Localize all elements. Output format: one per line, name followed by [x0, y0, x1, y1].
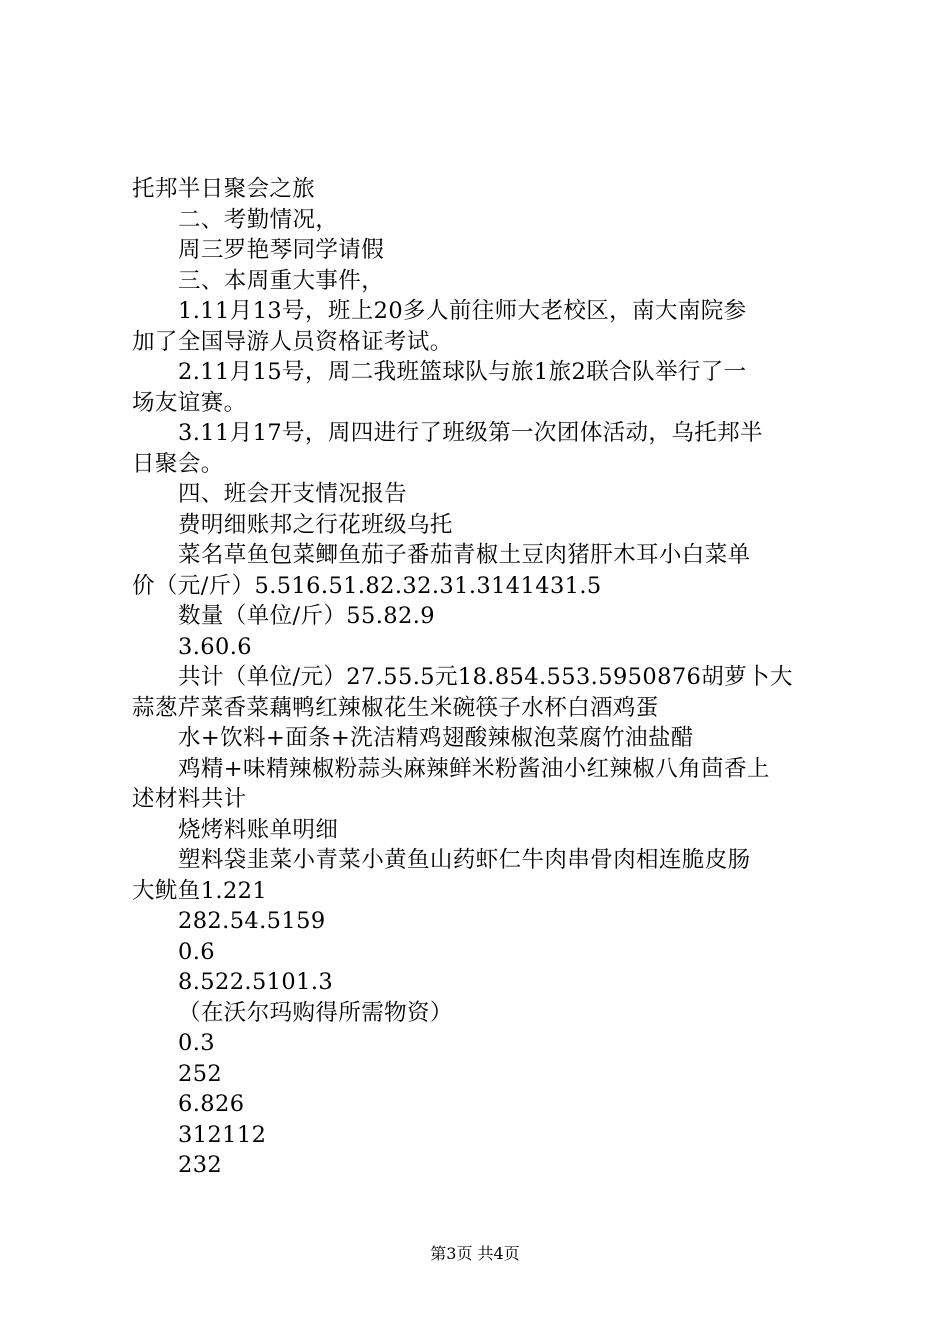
- text-line: 托邦半日聚会之旅: [132, 176, 316, 202]
- text-line: 282.54.5159: [178, 908, 326, 934]
- text-line: 日聚会。: [132, 450, 224, 477]
- text-line: 场友谊赛。: [132, 389, 247, 416]
- text-line: 烧烤料账单明细: [178, 816, 339, 843]
- text-line: 价（元/斤）5.516.51.82.32.31.3141431.5: [132, 572, 602, 599]
- page-footer: 第3页 共4页: [430, 1244, 520, 1263]
- document-body: [132, 174, 832, 1181]
- text-line: 1.11月13号，班上20多人前往师大老校区，南大南院参: [178, 298, 747, 324]
- text-line: 述材料共计: [132, 786, 247, 812]
- text-line: 2.11月15号，周二我班篮球队与旅1旅2联合队举行了一: [178, 359, 747, 385]
- text-line: 0.3: [178, 1030, 215, 1056]
- text-line: 四、班会开支情况报告: [178, 481, 408, 507]
- text-line: 鸡精+味精辣椒粉蒜头麻辣鲜米粉酱油小红辣椒八角茴香上: [178, 755, 770, 782]
- text-line: 周三罗艳琴同学请假: [178, 237, 385, 263]
- text-line: 0.6: [178, 938, 215, 965]
- text-line: 菜名草鱼包菜鲫鱼茄子番茄青椒土豆肉猪肝木耳小白菜单: [178, 542, 751, 568]
- text-line: 6.826: [178, 1091, 245, 1117]
- text-line: 252: [178, 1060, 223, 1087]
- text-line: 水+饮料+面条+洗洁精鸡翅酸辣椒泡菜腐竹油盐醋: [178, 725, 694, 751]
- text-line: 大鱿鱼1.221: [132, 877, 268, 904]
- text-line: 费明细账邦之行花班级乌托: [178, 511, 453, 538]
- text-line: 塑料袋韭菜小青菜小黄鱼山药虾仁牛肉串骨肉相连脆皮肠: [178, 847, 751, 873]
- text-line: 3.11月17号，周四进行了班级第一次团体活动，乌托邦半: [178, 420, 763, 446]
- text-line: 312112: [178, 1121, 267, 1148]
- text-line: 蒜葱芹菜香菜藕鸭红辣椒花生米碗筷子水杯白酒鸡蛋: [132, 694, 659, 721]
- text-line: 232: [178, 1152, 223, 1178]
- text-line: 3.60.6: [178, 633, 252, 660]
- text-line: 三、本周重大事件，: [178, 267, 385, 294]
- text-line: 共计（单位/元）27.55.5元18.854.553.5950876胡萝卜大: [178, 664, 793, 690]
- text-line: （在沃尔玛购得所需物资）: [178, 999, 453, 1026]
- text-line: 二、考勤情况，: [178, 206, 339, 233]
- text-line: 8.522.5101.3: [178, 969, 334, 995]
- text-line: 数量（单位/斤）55.82.9: [178, 603, 435, 629]
- text-line: 加了全国导游人员资格证考试。: [132, 328, 453, 355]
